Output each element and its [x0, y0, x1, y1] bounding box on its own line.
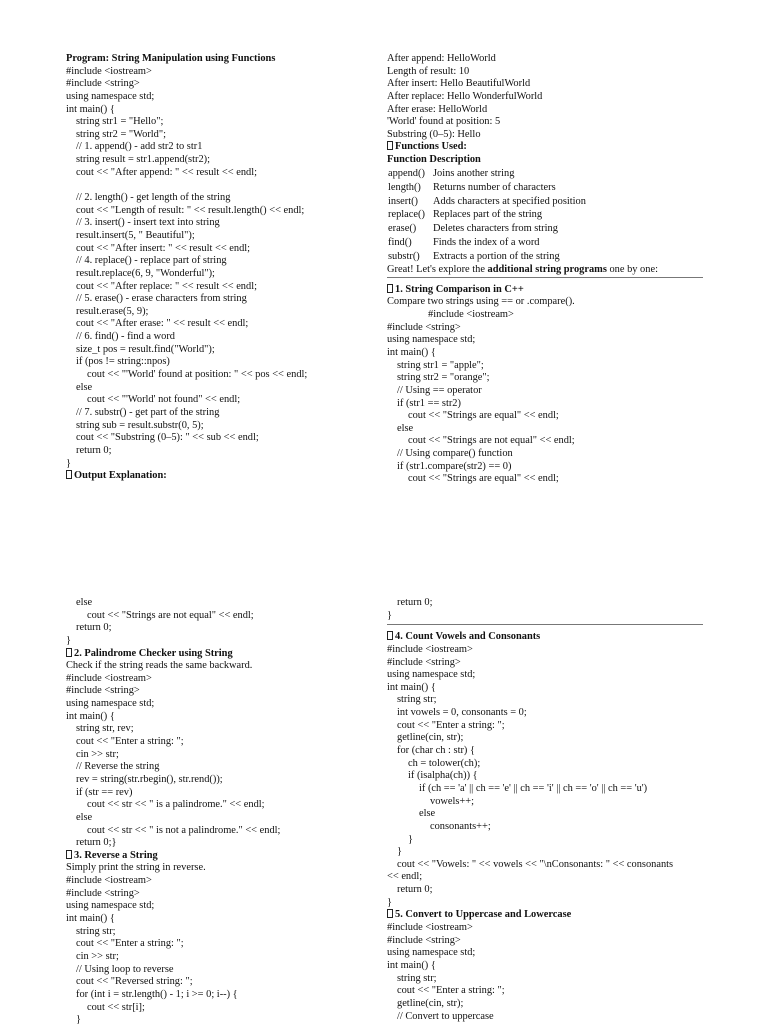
code-line: getline(cin, str); [397, 732, 464, 744]
code-line: #include <iostream> [66, 65, 152, 77]
code-line: cout << "Strings are not equal" << endl; [408, 435, 575, 447]
blank-line [66, 179, 384, 192]
output-lines [387, 53, 703, 141]
code-line: string str; [397, 972, 437, 984]
code-line: int main() { [387, 681, 436, 693]
output-line: After append: HelloWorld [387, 53, 496, 64]
emoji-placeholder-icon [387, 284, 393, 293]
code-line: if (ch == 'a' || ch == 'e' || ch == 'i' || ch == 'o' || ch == 'u') [419, 782, 648, 794]
output-explanation-heading: Output Explanation: [66, 470, 384, 483]
code-line: else [397, 422, 414, 434]
code-line: // Reverse the string [76, 761, 160, 773]
code-line: #include <string> [387, 321, 461, 333]
code-line: cout << "After replace: " << result << endl; [76, 280, 257, 292]
function-name: length() [388, 181, 421, 193]
code-line: return 0; [397, 884, 433, 896]
code-line: } [397, 846, 402, 858]
code-line: #include <string> [387, 934, 461, 946]
program-title: Program: String Manipulation using Functions [66, 53, 276, 64]
code-line: string str1 = "Hello"; [76, 116, 164, 128]
code-line: int main() { [66, 913, 115, 925]
code-line: #include <string> [387, 656, 461, 668]
emoji-placeholder-icon [387, 909, 393, 918]
function-description: Joins another string [433, 167, 515, 179]
section-1-description: Compare two strings using == or .compare(). [387, 296, 575, 308]
code-line: using namespace std; [66, 698, 155, 710]
section-2-heading: 2. Palindrome Checker using String [66, 648, 384, 661]
section-2-description: Check if the string reads the same backward. [66, 660, 253, 672]
vowels-uppercase-column [387, 597, 703, 1023]
code-line: using namespace std; [387, 669, 476, 681]
code-line: using namespace std; [387, 947, 476, 959]
code-block-comparison [387, 309, 703, 486]
code-line: } [66, 634, 71, 646]
code-line: cout << "After append: " << result << endl; [76, 166, 257, 178]
section-5-heading: 5. Convert to Uppercase and Lowercase [387, 909, 703, 922]
function-row [387, 236, 586, 250]
code-line: else [76, 381, 93, 393]
code-line: if (pos != string::npos) [76, 356, 170, 368]
code-line: } [387, 609, 392, 621]
code-line: getline(cin, str); [397, 997, 464, 1009]
function-name: erase() [388, 223, 417, 235]
code-line: cout << "Reversed string: "; [76, 976, 193, 988]
code-line: return 0; [397, 597, 433, 608]
code-line: vowels++; [430, 795, 475, 807]
function-row [387, 167, 586, 181]
code-block-vowels [387, 644, 703, 909]
code-line: result.insert(5, " Beautiful"); [76, 229, 195, 241]
code-line: string str, rev; [76, 723, 134, 735]
code-line: else [419, 808, 436, 820]
code-line: cout << "'World' found at position: " << pos << endl; [87, 369, 308, 381]
palindrome-reverse-column [66, 597, 384, 1027]
code-block-comparison-cont [66, 597, 384, 648]
section-4-heading: 4. Count Vowels and Consonants [387, 631, 703, 644]
code-line: // 6. find() - find a word [76, 331, 175, 343]
section-3-heading: 3. Reverse a String [66, 850, 384, 863]
code-line: cout << "Enter a string: "; [76, 736, 184, 748]
code-line: // Using compare() function [397, 448, 513, 460]
function-name: find() [388, 237, 412, 249]
code-line: // 7. substr() - get part of the string [76, 406, 220, 418]
output-line: Substring (0–5): Hello [387, 128, 481, 140]
emoji-placeholder-icon [66, 850, 72, 859]
code-line: cout << "'World' not found" << endl; [87, 394, 241, 406]
code-line: #include <string> [66, 78, 140, 90]
function-name: insert() [388, 195, 419, 207]
function-row [387, 181, 586, 195]
code-line: cout << str[i]; [87, 1001, 145, 1013]
code-line: if (str1.compare(str2) == 0) [397, 460, 512, 472]
code-line: int main() { [387, 346, 436, 358]
code-line: // Using loop to reverse [76, 963, 174, 975]
emoji-placeholder-icon [66, 648, 72, 657]
additional-programs-intro: Great! Let's explore the additional string programs one by one: [387, 264, 658, 276]
code-line: string str; [76, 925, 116, 937]
code-line: rev = string(str.rbegin(), str.rend()); [76, 773, 223, 785]
code-line: } [76, 1014, 81, 1026]
code-line: else [76, 811, 93, 823]
emoji-placeholder-icon [387, 141, 393, 150]
code-line: #include <iostream> [428, 309, 514, 321]
code-line: if (str1 == str2) [397, 397, 461, 409]
code-line: << endl; [387, 871, 423, 883]
output-line: 'World' found at position: 5 [387, 116, 501, 128]
code-line: #include <iostream> [66, 875, 152, 887]
code-line: } [408, 833, 413, 845]
function-row [387, 250, 586, 264]
output-line: After replace: Hello WonderfulWorld [387, 90, 543, 102]
code-line: cout << "Length of result: " << result.length() << endl; [76, 204, 305, 216]
function-name: substr() [388, 251, 420, 263]
code-line: int vowels = 0, consonants = 0; [397, 707, 527, 719]
function-description: Adds characters at specified position [433, 195, 586, 207]
section-1-heading: 1. String Comparison in C++ [387, 284, 703, 297]
code-line: cout << str << " is not a palindrome." << endl; [87, 824, 281, 836]
code-line: // 1. append() - add str2 to str1 [76, 141, 203, 153]
horizontal-divider [387, 277, 703, 278]
code-line: string str1 = "apple"; [397, 359, 484, 371]
code-line: if (str == rev) [76, 786, 133, 798]
code-block-palindrome [66, 673, 384, 850]
code-line: using namespace std; [66, 90, 155, 102]
code-line: #include <iostream> [387, 922, 473, 934]
function-description: Returns number of characters [433, 181, 556, 193]
code-block-case [387, 922, 703, 1023]
code-line: size_t pos = result.find("World"); [76, 343, 215, 355]
function-name: append() [388, 167, 425, 179]
section-3-description: Simply print the string in reverse. [66, 862, 206, 874]
code-line: // Convert to uppercase [397, 1010, 494, 1022]
code-line: cout << "Substring (0–5): " << sub << endl; [76, 432, 259, 444]
code-block-manipulation [66, 66, 384, 471]
code-line: cin >> str; [76, 950, 119, 962]
code-line: // Using == operator [397, 384, 482, 396]
code-line: cout << "After erase: " << result << endl; [76, 318, 249, 330]
code-line: #include <iostream> [387, 643, 473, 655]
horizontal-divider [387, 624, 703, 625]
code-line: else [76, 597, 93, 608]
code-line: return 0; [76, 622, 112, 634]
output-line: After erase: HelloWorld [387, 103, 488, 115]
code-line: string str2 = "World"; [76, 128, 166, 140]
function-description: Replaces part of the string [433, 209, 543, 221]
emoji-placeholder-icon [387, 631, 393, 640]
code-line: // 5. erase() - erase characters from string [76, 293, 247, 305]
code-line: using namespace std; [387, 334, 476, 346]
function-name: replace() [388, 209, 425, 221]
code-block-comparison-end [387, 597, 703, 622]
code-line: string sub = result.substr(0, 5); [76, 419, 204, 431]
program-string-manipulation [66, 53, 384, 483]
output-line: Length of result: 10 [387, 65, 470, 77]
code-line: if (isalpha(ch)) { [408, 770, 478, 782]
code-line: int main() { [387, 959, 436, 971]
code-line: // 2. length() - get length of the string [76, 192, 231, 204]
emoji-placeholder-icon [66, 470, 72, 479]
code-line: int main() { [66, 710, 115, 722]
function-row [387, 195, 586, 209]
code-line: int main() { [66, 103, 115, 115]
code-line: } [387, 896, 392, 908]
function-description: Finds the index of a word [433, 237, 540, 249]
code-line: for (int i = str.length() - 1; i >= 0; i--) { [76, 988, 238, 1000]
code-line: cout << "Strings are equal" << endl; [408, 410, 559, 422]
code-line: return 0; [76, 444, 112, 456]
code-line: cout << "Strings are not equal" << endl; [87, 609, 254, 621]
code-line: for (char ch : str) { [397, 745, 475, 757]
code-line: } [66, 457, 71, 469]
code-line: consonants++; [430, 820, 491, 832]
functions-table-header: Function Description [387, 154, 481, 166]
code-line: cout << "Enter a string: "; [397, 719, 505, 731]
code-line: // 4. replace() - replace part of string [76, 255, 227, 267]
code-line: cout << "Vowels: " << vowels << "\nConsonants: " << consonants [397, 858, 674, 870]
code-line: result.replace(6, 9, "Wonderful"); [76, 267, 215, 279]
function-description: Extracts a portion of the string [433, 251, 560, 263]
function-row [387, 208, 586, 222]
code-line: cout << str << " is a palindrome." << endl; [87, 799, 265, 811]
code-line: string str2 = "orange"; [397, 372, 490, 384]
function-description: Deletes characters from string [433, 223, 558, 235]
code-line: result.erase(5, 9); [76, 305, 149, 317]
code-block-reverse [66, 875, 384, 1027]
functions-table [387, 167, 586, 264]
code-line: cout << "Enter a string: "; [397, 985, 505, 997]
code-line: return 0;} [76, 837, 117, 849]
code-line: // 3. insert() - insert text into string [76, 217, 220, 229]
code-line: string str; [397, 694, 437, 706]
functions-used-heading: Functions Used: [387, 141, 703, 154]
output-and-functions-column [387, 53, 703, 486]
code-line: cin >> str; [76, 748, 119, 760]
code-line: #include <iostream> [66, 672, 152, 684]
code-line: ch = tolower(ch); [408, 757, 481, 769]
output-line: After insert: Hello BeautifulWorld [387, 78, 531, 90]
code-line: #include <string> [66, 887, 140, 899]
code-line: cout << "Strings are equal" << endl; [408, 473, 559, 485]
code-line: cout << "Enter a string: "; [76, 938, 184, 950]
function-row [387, 222, 586, 236]
code-line: string result = str1.append(str2); [76, 154, 210, 166]
code-line: using namespace std; [66, 900, 155, 912]
code-line: cout << "After insert: " << result << endl; [76, 242, 251, 254]
code-line: #include <string> [66, 685, 140, 697]
